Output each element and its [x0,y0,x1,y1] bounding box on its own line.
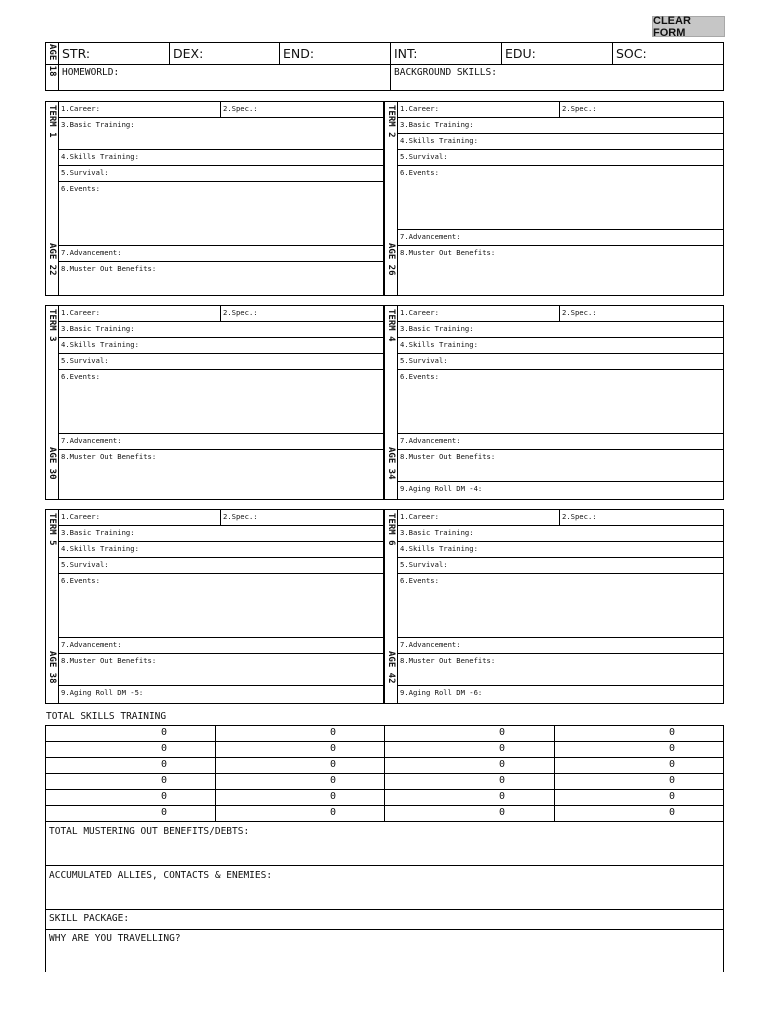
spec-field[interactable]: 2.Spec.: [223,104,258,113]
skill-total-cell[interactable]: 0 [668,759,676,770]
advancement-field[interactable]: 7.Advancement: [400,640,461,649]
skill-total-cell[interactable]: 0 [668,775,676,786]
advancement-field[interactable]: 7.Advancement: [400,232,461,241]
skill-total-cell[interactable]: 0 [329,775,337,786]
basic-field[interactable]: 3.Basic Training: [400,120,474,129]
events-field[interactable]: 6.Events: [400,576,439,585]
term-label: TERM 3 [47,309,57,342]
basic-field[interactable]: 3.Basic Training: [400,528,474,537]
age-18-label: AGE 18 [47,44,57,77]
skill-total-cell[interactable]: 0 [160,791,168,802]
skill-total-cell[interactable]: 0 [160,775,168,786]
career-field[interactable]: 1.Career: [400,512,439,521]
str-field[interactable]: STR: [62,46,91,61]
survival-field[interactable]: 5.Survival: [61,168,109,177]
muster-field[interactable]: 8.Muster Out Benefits: [400,656,496,665]
skill-total-cell[interactable]: 0 [668,743,676,754]
skill-package-box[interactable] [45,910,724,930]
basic-field[interactable]: 3.Basic Training: [61,324,135,333]
spec-field[interactable]: 2.Spec.: [562,308,597,317]
skill-total-cell[interactable]: 0 [329,807,337,818]
skill-total-cell[interactable]: 0 [329,759,337,770]
career-field[interactable]: 1.Career: [400,104,439,113]
survival-field[interactable]: 5.Survival: [61,560,109,569]
background-skills-field[interactable]: BACKGROUND SKILLS: [394,67,497,78]
skills-field[interactable]: 4.Skills Training: [61,544,139,553]
skills-field[interactable]: 4.Skills Training: [400,340,478,349]
skill-total-cell[interactable]: 0 [498,791,506,802]
term-block [384,101,724,296]
skill-total-cell[interactable]: 0 [498,727,506,738]
skill-total-cell[interactable]: 0 [160,759,168,770]
term-label: TERM 5 [47,513,57,546]
term-block [45,509,384,704]
term-label: TERM 1 [47,105,57,138]
advancement-field[interactable]: 7.Advancement: [400,436,461,445]
aging-field[interactable]: 9.Aging Roll DM -5: [61,688,144,697]
muster-field[interactable]: 8.Muster Out Benefits: [400,452,496,461]
muster-field[interactable]: 8.Muster Out Benefits: [61,264,157,273]
events-field[interactable]: 6.Events: [61,372,100,381]
spec-field[interactable]: 2.Spec.: [562,512,597,521]
age-label: AGE 30 [47,447,57,480]
events-field[interactable]: 6.Events: [61,576,100,585]
term-block [384,305,724,500]
age-label: AGE 38 [47,651,57,684]
spec-field[interactable]: 2.Spec.: [223,308,258,317]
skill-total-cell[interactable]: 0 [668,727,676,738]
muster-field[interactable]: 8.Muster Out Benefits: [61,656,157,665]
term-label: TERM 4 [386,309,396,342]
career-field[interactable]: 1.Career: [61,308,100,317]
advancement-field[interactable]: 7.Advancement: [61,248,122,257]
skill-total-cell[interactable]: 0 [160,743,168,754]
skills-field[interactable]: 4.Skills Training: [400,544,478,553]
muster-field[interactable]: 8.Muster Out Benefits: [400,248,496,257]
age-label: AGE 34 [386,447,396,480]
events-field[interactable]: 6.Events: [400,168,439,177]
total-skills-title: TOTAL SKILLS TRAINING [46,711,167,722]
spec-field[interactable]: 2.Spec.: [562,104,597,113]
events-field[interactable]: 6.Events: [400,372,439,381]
skill-total-cell[interactable]: 0 [498,743,506,754]
skill-package-label: SKILL PACKAGE: [49,913,130,924]
soc-field[interactable]: SOC: [616,46,647,61]
aging-field[interactable]: 9.Aging Roll DM -4: [400,484,483,493]
skill-total-cell[interactable]: 0 [498,759,506,770]
survival-field[interactable]: 5.Survival: [400,356,448,365]
why-travelling-label: WHY ARE YOU TRAVELLING? [49,933,181,944]
career-field[interactable]: 1.Career: [61,104,100,113]
skill-total-cell[interactable]: 0 [498,807,506,818]
edu-field[interactable]: EDU: [505,46,536,61]
skills-field[interactable]: 4.Skills Training: [61,152,139,161]
skill-total-cell[interactable]: 0 [160,727,168,738]
age-label: AGE 22 [47,243,57,276]
survival-field[interactable]: 5.Survival: [400,560,448,569]
end-field[interactable]: END: [283,46,315,61]
age-label: AGE 26 [386,243,396,276]
term-block [45,305,384,500]
dex-field[interactable]: DEX: [173,46,204,61]
skill-total-cell[interactable]: 0 [668,791,676,802]
muster-field[interactable]: 8.Muster Out Benefits: [61,452,157,461]
age-label: AGE 42 [386,651,396,684]
basic-field[interactable]: 3.Basic Training: [400,324,474,333]
basic-field[interactable]: 3.Basic Training: [61,528,135,537]
muster-total-label: TOTAL MUSTERING OUT BENEFITS/DEBTS: [49,826,250,837]
term-label: TERM 2 [386,105,396,138]
skill-total-cell[interactable]: 0 [498,775,506,786]
skill-total-cell[interactable]: 0 [329,743,337,754]
spec-field[interactable]: 2.Spec.: [223,512,258,521]
skill-total-cell[interactable]: 0 [668,807,676,818]
term-label: TERM 6 [386,513,396,546]
term-block [384,509,724,704]
clear-form-button[interactable]: CLEAR FORM [652,16,725,37]
advancement-field[interactable]: 7.Advancement: [61,436,122,445]
skill-total-cell[interactable]: 0 [160,807,168,818]
skills-field[interactable]: 4.Skills Training: [400,136,478,145]
advancement-field[interactable]: 7.Advancement: [61,640,122,649]
int-field[interactable]: INT: [394,46,418,61]
allies-label: ACCUMULATED ALLIES, CONTACTS & ENEMIES: [49,870,273,881]
career-field[interactable]: 1.Career: [61,512,100,521]
survival-field[interactable]: 5.Survival: [61,356,109,365]
skills-field[interactable]: 4.Skills Training: [61,340,139,349]
career-field[interactable]: 1.Career: [400,308,439,317]
aging-field[interactable]: 9.Aging Roll DM -6: [400,688,483,697]
events-field[interactable]: 6.Events: [61,184,100,193]
basic-field[interactable]: 3.Basic Training: [61,120,135,129]
survival-field[interactable]: 5.Survival: [400,152,448,161]
skill-total-cell[interactable]: 0 [329,727,337,738]
skill-total-cell[interactable]: 0 [329,791,337,802]
homeworld-field[interactable]: HOMEWORLD: [62,67,120,78]
